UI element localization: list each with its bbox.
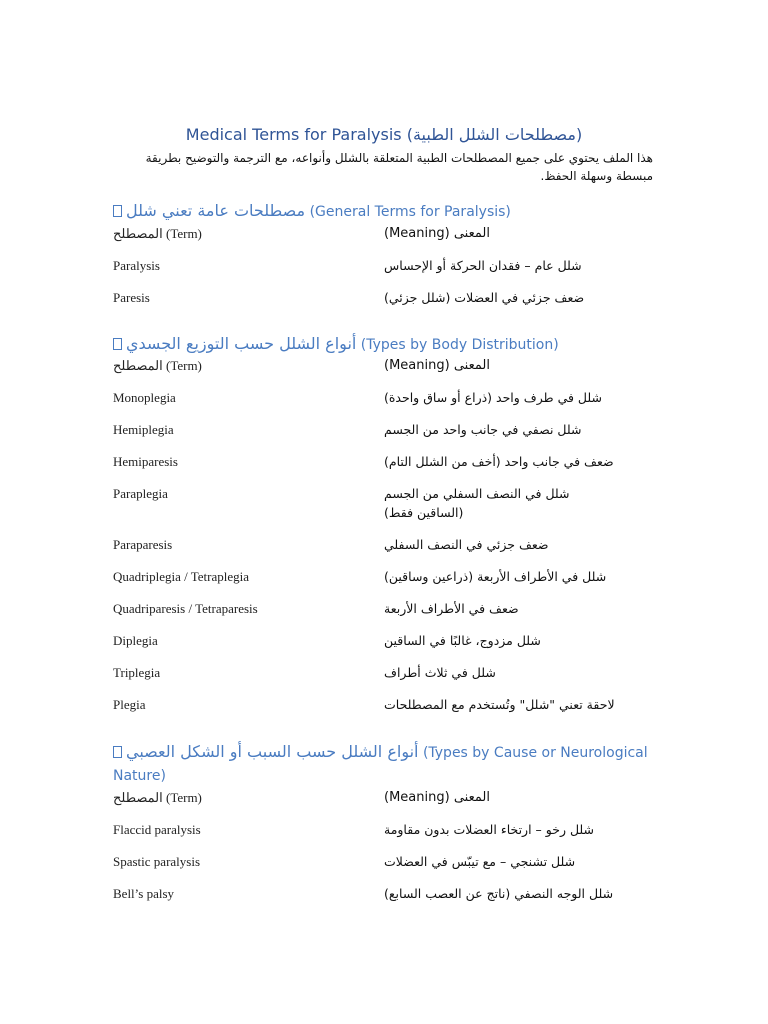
meaning-cell: شلل تشنجي – مع تيبّس في العضلات — [384, 854, 576, 869]
table-row — [0, 599, 768, 621]
term-cell: Triplegia — [113, 665, 161, 680]
term-cell: Paraparesis — [113, 537, 173, 552]
missing-glyph-icon — [113, 746, 122, 758]
meaning-cell: شلل في ثلاث أطراف — [384, 665, 496, 680]
column-header-meaning: المعنى (Meaning) — [384, 226, 490, 241]
table-row — [0, 452, 768, 474]
column-header-meaning: المعنى (Meaning) — [384, 358, 490, 373]
table-row — [0, 820, 768, 842]
section-heading-english: (General Terms for Paralysis) — [309, 204, 511, 220]
section-heading-arabic: أنواع الشلل حسب السبب أو الشكل العصبي — [126, 742, 419, 761]
section-heading-english: (Types by Cause or Neurological Nature) — [113, 745, 648, 784]
table-row — [0, 535, 768, 557]
table-row — [0, 884, 768, 906]
term-cell: Hemiplegia — [113, 422, 174, 437]
meaning-cell: شلل الوجه النصفي (ناتج عن العصب السابع) — [384, 886, 614, 901]
term-cell: Paralysis — [113, 258, 160, 273]
intro-paragraph: هذا الملف يحتوي على جميع المصطلحات الطبية المتعلقة بالشلل وأنواعه، مع الترجمة والتوضيح بطريقة مبسطة وسهلة الحفظ. — [145, 151, 653, 183]
section-heading-english: (Types by Body Distribution) — [360, 337, 559, 353]
missing-glyph-icon — [113, 338, 122, 350]
column-header-term: المصطلح (Term) — [113, 358, 202, 373]
table-row — [0, 852, 768, 874]
document-title: Medical Terms for Paralysis (مصطلحات الشلل الطبية) — [185, 125, 583, 144]
table-row — [0, 695, 768, 717]
table-row — [0, 567, 768, 589]
meaning-cell: ضعف في الأطراف الأربعة — [384, 601, 519, 616]
term-cell: Spastic paralysis — [113, 854, 201, 869]
meaning-cell: شلل عام – فقدان الحركة أو الإحساس — [384, 258, 582, 273]
column-header-term: المصطلح (Term) — [113, 226, 202, 241]
column-header-term: المصطلح (Term) — [113, 790, 202, 805]
meaning-cell: شلل في الأطراف الأربعة (ذراعين وساقين) — [384, 569, 607, 584]
term-cell: Plegia — [113, 697, 146, 712]
section-heading-arabic: مصطلحات عامة تعني شلل — [126, 201, 306, 220]
meaning-cell: شلل رخو – ارتخاء العضلات بدون مقاومة — [384, 822, 595, 837]
term-cell: Quadriplegia / Tetraplegia — [113, 569, 250, 584]
section-heading-general — [113, 199, 653, 224]
term-cell: Monoplegia — [113, 390, 176, 405]
column-header-meaning: المعنى (Meaning) — [384, 790, 490, 805]
term-cell: Diplegia — [113, 633, 158, 648]
table-row — [0, 420, 768, 442]
meaning-cell: لاحقة تعني "شلل" وتُستخدم مع المصطلحات — [384, 697, 615, 712]
missing-glyph-icon — [113, 205, 122, 217]
section-heading-arabic: أنواع الشلل حسب التوزيع الجسدي — [126, 334, 357, 353]
table-header-row — [0, 224, 768, 246]
meaning-cell: ضعف جزئي في العضلات (شلل جزئي) — [384, 290, 585, 305]
meaning-cell: شلل في طرف واحد (ذراع أو ساق واحدة) — [384, 390, 603, 405]
term-cell: Bell’s palsy — [113, 886, 175, 901]
term-cell: Hemiparesis — [113, 454, 178, 469]
term-cell: Quadriparesis / Tetraparesis — [113, 601, 258, 616]
meaning-cell: شلل مزدوج، غالبًا في الساقين — [384, 633, 541, 648]
section-heading-cause — [113, 740, 653, 788]
section-heading-distribution — [113, 332, 653, 357]
table-row — [0, 631, 768, 653]
table-row — [0, 288, 768, 310]
term-cell: Paraplegia — [113, 486, 168, 501]
table-row — [0, 388, 768, 410]
meaning-cell: شلل نصفي في جانب واحد من الجسم — [384, 422, 582, 437]
term-cell: Paresis — [113, 290, 150, 305]
meaning-cell: ضعف جزئي في النصف السفلي — [384, 537, 549, 552]
meaning-cell: ضعف في جانب واحد (أخف من الشلل التام) — [384, 454, 614, 469]
table-row — [0, 256, 768, 278]
table-header-row — [0, 356, 768, 378]
meaning-cell: شلل في النصف السفلي من الجسم (الساقين فقط) — [384, 486, 570, 520]
term-cell: Flaccid paralysis — [113, 822, 201, 837]
table-row — [0, 663, 768, 685]
table-header-row — [0, 788, 768, 810]
table-row — [0, 484, 768, 524]
